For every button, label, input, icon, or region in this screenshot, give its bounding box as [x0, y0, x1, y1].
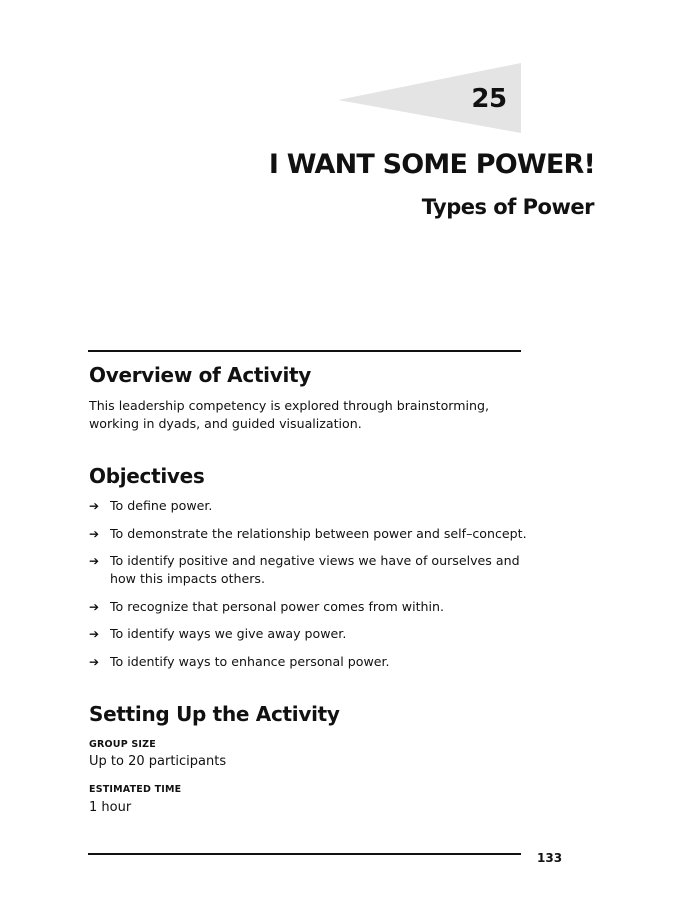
estimated-time-value: 1 hour — [89, 800, 132, 815]
page-title: I WANT SOME POWER! — [268, 149, 595, 180]
objective-text: To identify ways to enhance personal power. — [110, 653, 390, 669]
arrow-right-icon: ➔ — [89, 526, 100, 541]
page-number: 133 — [537, 851, 563, 865]
list-item — [89, 525, 539, 543]
group-size-value: Up to 20 participants — [89, 754, 227, 769]
objectives-heading: Objectives — [89, 464, 205, 488]
list-item — [89, 552, 539, 588]
list-item — [89, 598, 539, 616]
objective-text: To identify ways we give away power. — [110, 626, 347, 641]
objective-text: To identify positive and negative views we have of ourselves and how this impacts others. — [110, 553, 520, 586]
page-subtitle: Types of Power — [421, 195, 594, 219]
arrow-right-icon: ➔ — [89, 599, 100, 614]
setup-heading: Setting Up the Activity — [89, 702, 340, 726]
arrow-right-icon: ➔ — [89, 499, 100, 513]
estimated-time-label: ESTIMATED TIME — [89, 784, 182, 795]
overview-heading: Overview of Activity — [89, 363, 312, 387]
arrow-right-icon: ➔ — [89, 554, 100, 568]
overview-text: This leadership competency is explored through brainstorming, working in dyads, and guided visualization. — [89, 398, 489, 431]
list-item — [89, 653, 539, 671]
objective-text: To recognize that personal power comes from within. — [110, 598, 444, 614]
objective-text: To demonstrate the relationship between power and self–concept. — [110, 525, 527, 541]
objectives-list — [89, 497, 539, 680]
bottom-rule — [88, 853, 521, 855]
list-item — [89, 497, 539, 515]
objective-text: To define power. — [110, 498, 213, 513]
chapter-number: 25 — [471, 84, 507, 114]
list-item — [89, 625, 539, 643]
arrow-right-icon: ➔ — [89, 654, 100, 669]
group-size-label: GROUP SIZE — [89, 739, 156, 750]
arrow-right-icon: ➔ — [89, 627, 100, 641]
top-rule — [88, 350, 521, 352]
